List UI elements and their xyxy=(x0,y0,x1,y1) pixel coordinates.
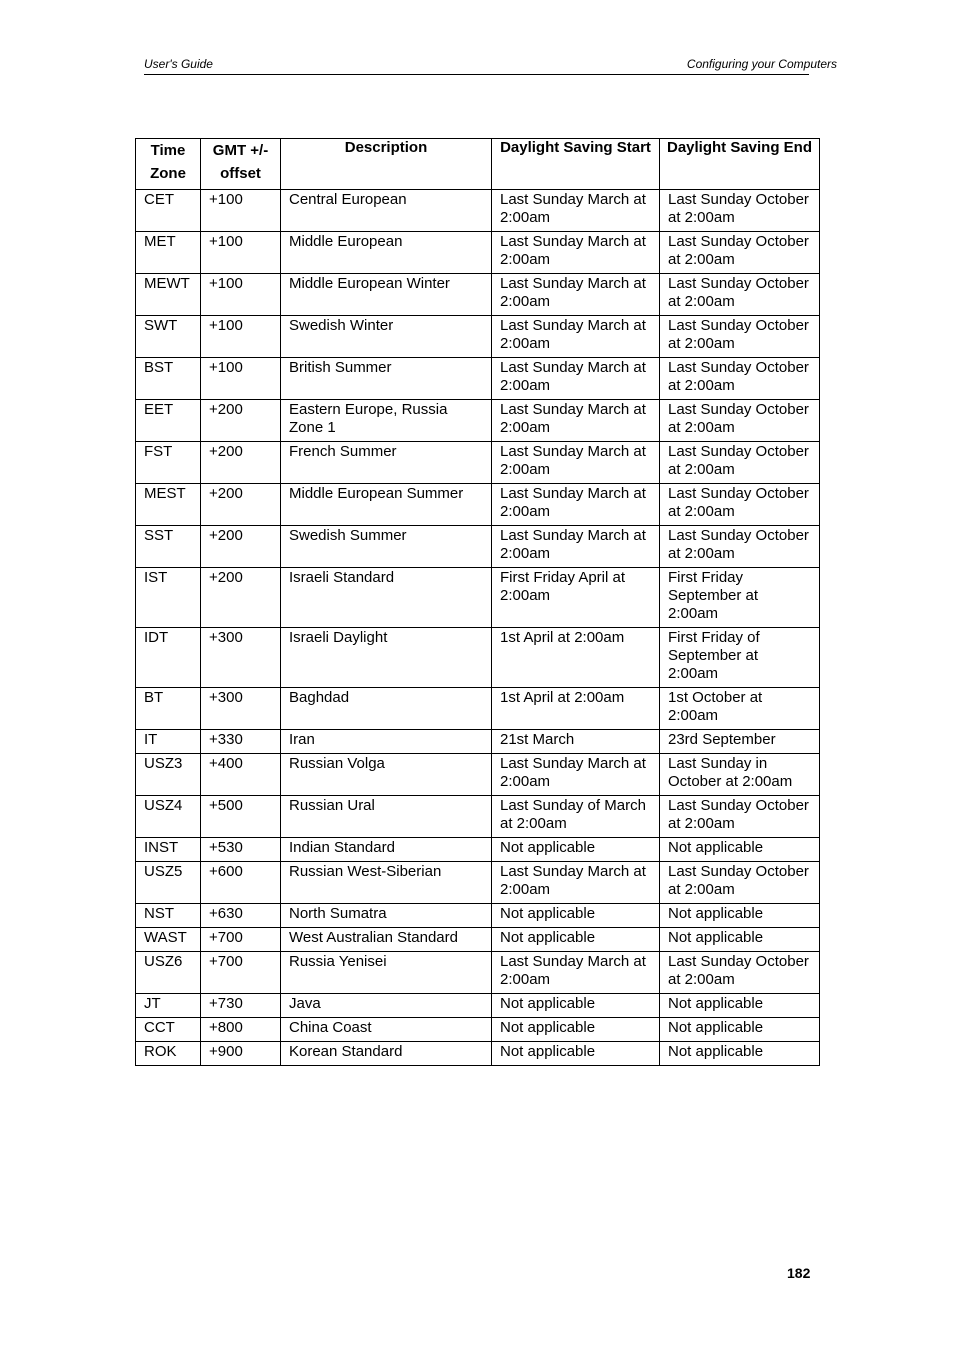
cell-description: North Sumatra xyxy=(281,904,492,928)
table-row xyxy=(136,1018,820,1042)
cell-dst-end: Last Sunday October at 2:00am xyxy=(660,526,820,568)
cell-time-zone: FST xyxy=(136,442,201,484)
cell-dst-start: Not applicable xyxy=(492,904,660,928)
cell-dst-end: Not applicable xyxy=(660,1018,820,1042)
cell-time-zone: MET xyxy=(136,232,201,274)
cell-time-zone: SST xyxy=(136,526,201,568)
cell-dst-end: 23rd September xyxy=(660,730,820,754)
header-divider xyxy=(144,74,809,75)
table-row xyxy=(136,904,820,928)
page-number: 182 xyxy=(787,1265,811,1281)
table-row xyxy=(136,838,820,862)
cell-dst-end: Not applicable xyxy=(660,994,820,1018)
cell-dst-end: Last Sunday October at 2:00am xyxy=(660,484,820,526)
cell-time-zone: SWT xyxy=(136,316,201,358)
cell-dst-start: 1st April at 2:00am xyxy=(492,688,660,730)
cell-description: Korean Standard xyxy=(281,1042,492,1066)
header-chapter-title: Configuring your Computers xyxy=(686,57,837,71)
cell-dst-start: First Friday April at 2:00am xyxy=(492,568,660,628)
column-header-dst-end: Daylight Saving End xyxy=(660,139,820,190)
cell-dst-start: Last Sunday March at 2:00am xyxy=(492,754,660,796)
cell-dst-end: Last Sunday October at 2:00am xyxy=(660,274,820,316)
cell-description: French Summer xyxy=(281,442,492,484)
cell-dst-end: Last Sunday October at 2:00am xyxy=(660,358,820,400)
cell-time-zone: CET xyxy=(136,190,201,232)
cell-time-zone: WAST xyxy=(136,928,201,952)
cell-description: China Coast xyxy=(281,1018,492,1042)
cell-dst-end: Not applicable xyxy=(660,838,820,862)
cell-dst-start: Last Sunday March at 2:00am xyxy=(492,316,660,358)
cell-time-zone: USZ4 xyxy=(136,796,201,838)
cell-dst-start: Last Sunday March at 2:00am xyxy=(492,484,660,526)
header-guide-title: User's Guide xyxy=(144,57,213,71)
cell-dst-end: Last Sunday October at 2:00am xyxy=(660,400,820,442)
cell-time-zone: BST xyxy=(136,358,201,400)
cell-dst-start: Last Sunday of March at 2:00am xyxy=(492,796,660,838)
cell-description: Israeli Standard xyxy=(281,568,492,628)
cell-dst-start: 1st April at 2:00am xyxy=(492,628,660,688)
cell-dst-end: Last Sunday October at 2:00am xyxy=(660,862,820,904)
cell-gmt-offset: +730 xyxy=(201,994,281,1018)
cell-gmt-offset: +300 xyxy=(201,688,281,730)
table-row xyxy=(136,190,820,232)
table-row xyxy=(136,274,820,316)
cell-description: Russian West-Siberian xyxy=(281,862,492,904)
cell-gmt-offset: +900 xyxy=(201,1042,281,1066)
cell-gmt-offset: +200 xyxy=(201,400,281,442)
cell-dst-start: Last Sunday March at 2:00am xyxy=(492,400,660,442)
column-header-description: Description xyxy=(281,139,492,190)
cell-dst-start: Not applicable xyxy=(492,1018,660,1042)
cell-dst-start: Last Sunday March at 2:00am xyxy=(492,190,660,232)
cell-gmt-offset: +100 xyxy=(201,274,281,316)
cell-gmt-offset: +200 xyxy=(201,526,281,568)
time-zone-table xyxy=(135,138,820,1066)
table-row xyxy=(136,484,820,526)
cell-dst-end: Last Sunday October at 2:00am xyxy=(660,232,820,274)
cell-time-zone: USZ6 xyxy=(136,952,201,994)
cell-dst-end: First Friday September at 2:00am xyxy=(660,568,820,628)
table-row xyxy=(136,730,820,754)
cell-description: Baghdad xyxy=(281,688,492,730)
cell-gmt-offset: +700 xyxy=(201,928,281,952)
table-body xyxy=(136,190,820,1066)
cell-gmt-offset: +100 xyxy=(201,190,281,232)
cell-dst-end: Not applicable xyxy=(660,928,820,952)
cell-description: Indian Standard xyxy=(281,838,492,862)
table-row xyxy=(136,358,820,400)
cell-dst-start: Not applicable xyxy=(492,928,660,952)
cell-dst-start: Not applicable xyxy=(492,838,660,862)
table-header xyxy=(136,139,820,190)
cell-dst-end: Last Sunday October at 2:00am xyxy=(660,442,820,484)
cell-dst-start: Last Sunday March at 2:00am xyxy=(492,952,660,994)
cell-dst-start: Not applicable xyxy=(492,994,660,1018)
cell-gmt-offset: +700 xyxy=(201,952,281,994)
cell-time-zone: NST xyxy=(136,904,201,928)
cell-gmt-offset: +800 xyxy=(201,1018,281,1042)
cell-dst-start: Last Sunday March at 2:00am xyxy=(492,274,660,316)
cell-gmt-offset: +200 xyxy=(201,442,281,484)
column-header-gmt-offset: GMT +/- offset xyxy=(201,139,281,190)
cell-description: West Australian Standard xyxy=(281,928,492,952)
cell-description: Iran xyxy=(281,730,492,754)
table-row xyxy=(136,1042,820,1066)
column-header-time-zone: Time Zone xyxy=(136,139,201,190)
cell-dst-end: Last Sunday October at 2:00am xyxy=(660,316,820,358)
cell-dst-start: 21st March xyxy=(492,730,660,754)
cell-time-zone: IT xyxy=(136,730,201,754)
table-row xyxy=(136,316,820,358)
table-row xyxy=(136,526,820,568)
cell-time-zone: MEST xyxy=(136,484,201,526)
cell-time-zone: EET xyxy=(136,400,201,442)
cell-gmt-offset: +200 xyxy=(201,568,281,628)
cell-time-zone: JT xyxy=(136,994,201,1018)
cell-description: Eastern Europe, Russia Zone 1 xyxy=(281,400,492,442)
table-row xyxy=(136,568,820,628)
cell-time-zone: IST xyxy=(136,568,201,628)
cell-dst-start: Last Sunday March at 2:00am xyxy=(492,442,660,484)
table-row xyxy=(136,688,820,730)
cell-dst-end: Last Sunday in October at 2:00am xyxy=(660,754,820,796)
cell-gmt-offset: +200 xyxy=(201,484,281,526)
cell-time-zone: ROK xyxy=(136,1042,201,1066)
cell-dst-start: Last Sunday March at 2:00am xyxy=(492,526,660,568)
cell-gmt-offset: +530 xyxy=(201,838,281,862)
table-header-row xyxy=(136,139,820,190)
table-row xyxy=(136,952,820,994)
table-row xyxy=(136,862,820,904)
table-row xyxy=(136,232,820,274)
cell-description: British Summer xyxy=(281,358,492,400)
cell-description: Java xyxy=(281,994,492,1018)
cell-time-zone: USZ3 xyxy=(136,754,201,796)
cell-gmt-offset: +500 xyxy=(201,796,281,838)
cell-description: Russia Yenisei xyxy=(281,952,492,994)
cell-dst-start: Last Sunday March at 2:00am xyxy=(492,232,660,274)
cell-description: Middle European Summer xyxy=(281,484,492,526)
cell-time-zone: BT xyxy=(136,688,201,730)
cell-description: Middle European Winter xyxy=(281,274,492,316)
cell-time-zone: MEWT xyxy=(136,274,201,316)
table-row xyxy=(136,628,820,688)
cell-dst-start: Last Sunday March at 2:00am xyxy=(492,358,660,400)
cell-description: Swedish Summer xyxy=(281,526,492,568)
cell-dst-start: Not applicable xyxy=(492,1042,660,1066)
column-header-dst-start: Daylight Saving Start xyxy=(492,139,660,190)
cell-gmt-offset: +630 xyxy=(201,904,281,928)
cell-dst-end: 1st October at 2:00am xyxy=(660,688,820,730)
table-row xyxy=(136,928,820,952)
cell-description: Russian Volga xyxy=(281,754,492,796)
cell-dst-end: Not applicable xyxy=(660,904,820,928)
table-row xyxy=(136,442,820,484)
cell-dst-end: First Friday of September at 2:00am xyxy=(660,628,820,688)
cell-time-zone: INST xyxy=(136,838,201,862)
cell-description: Swedish Winter xyxy=(281,316,492,358)
cell-gmt-offset: +600 xyxy=(201,862,281,904)
cell-dst-start: Last Sunday March at 2:00am xyxy=(492,862,660,904)
cell-description: Russian Ural xyxy=(281,796,492,838)
cell-gmt-offset: +100 xyxy=(201,316,281,358)
table-row xyxy=(136,994,820,1018)
cell-gmt-offset: +100 xyxy=(201,232,281,274)
cell-dst-end: Last Sunday October at 2:00am xyxy=(660,190,820,232)
table-row xyxy=(136,400,820,442)
cell-time-zone: IDT xyxy=(136,628,201,688)
cell-dst-end: Last Sunday October at 2:00am xyxy=(660,952,820,994)
cell-gmt-offset: +100 xyxy=(201,358,281,400)
cell-description: Central European xyxy=(281,190,492,232)
cell-gmt-offset: +300 xyxy=(201,628,281,688)
cell-dst-end: Not applicable xyxy=(660,1042,820,1066)
table-row xyxy=(136,796,820,838)
cell-gmt-offset: +400 xyxy=(201,754,281,796)
cell-time-zone: CCT xyxy=(136,1018,201,1042)
cell-time-zone: USZ5 xyxy=(136,862,201,904)
cell-gmt-offset: +330 xyxy=(201,730,281,754)
table-row xyxy=(136,754,820,796)
cell-dst-end: Last Sunday October at 2:00am xyxy=(660,796,820,838)
cell-description: Israeli Daylight xyxy=(281,628,492,688)
cell-description: Middle European xyxy=(281,232,492,274)
